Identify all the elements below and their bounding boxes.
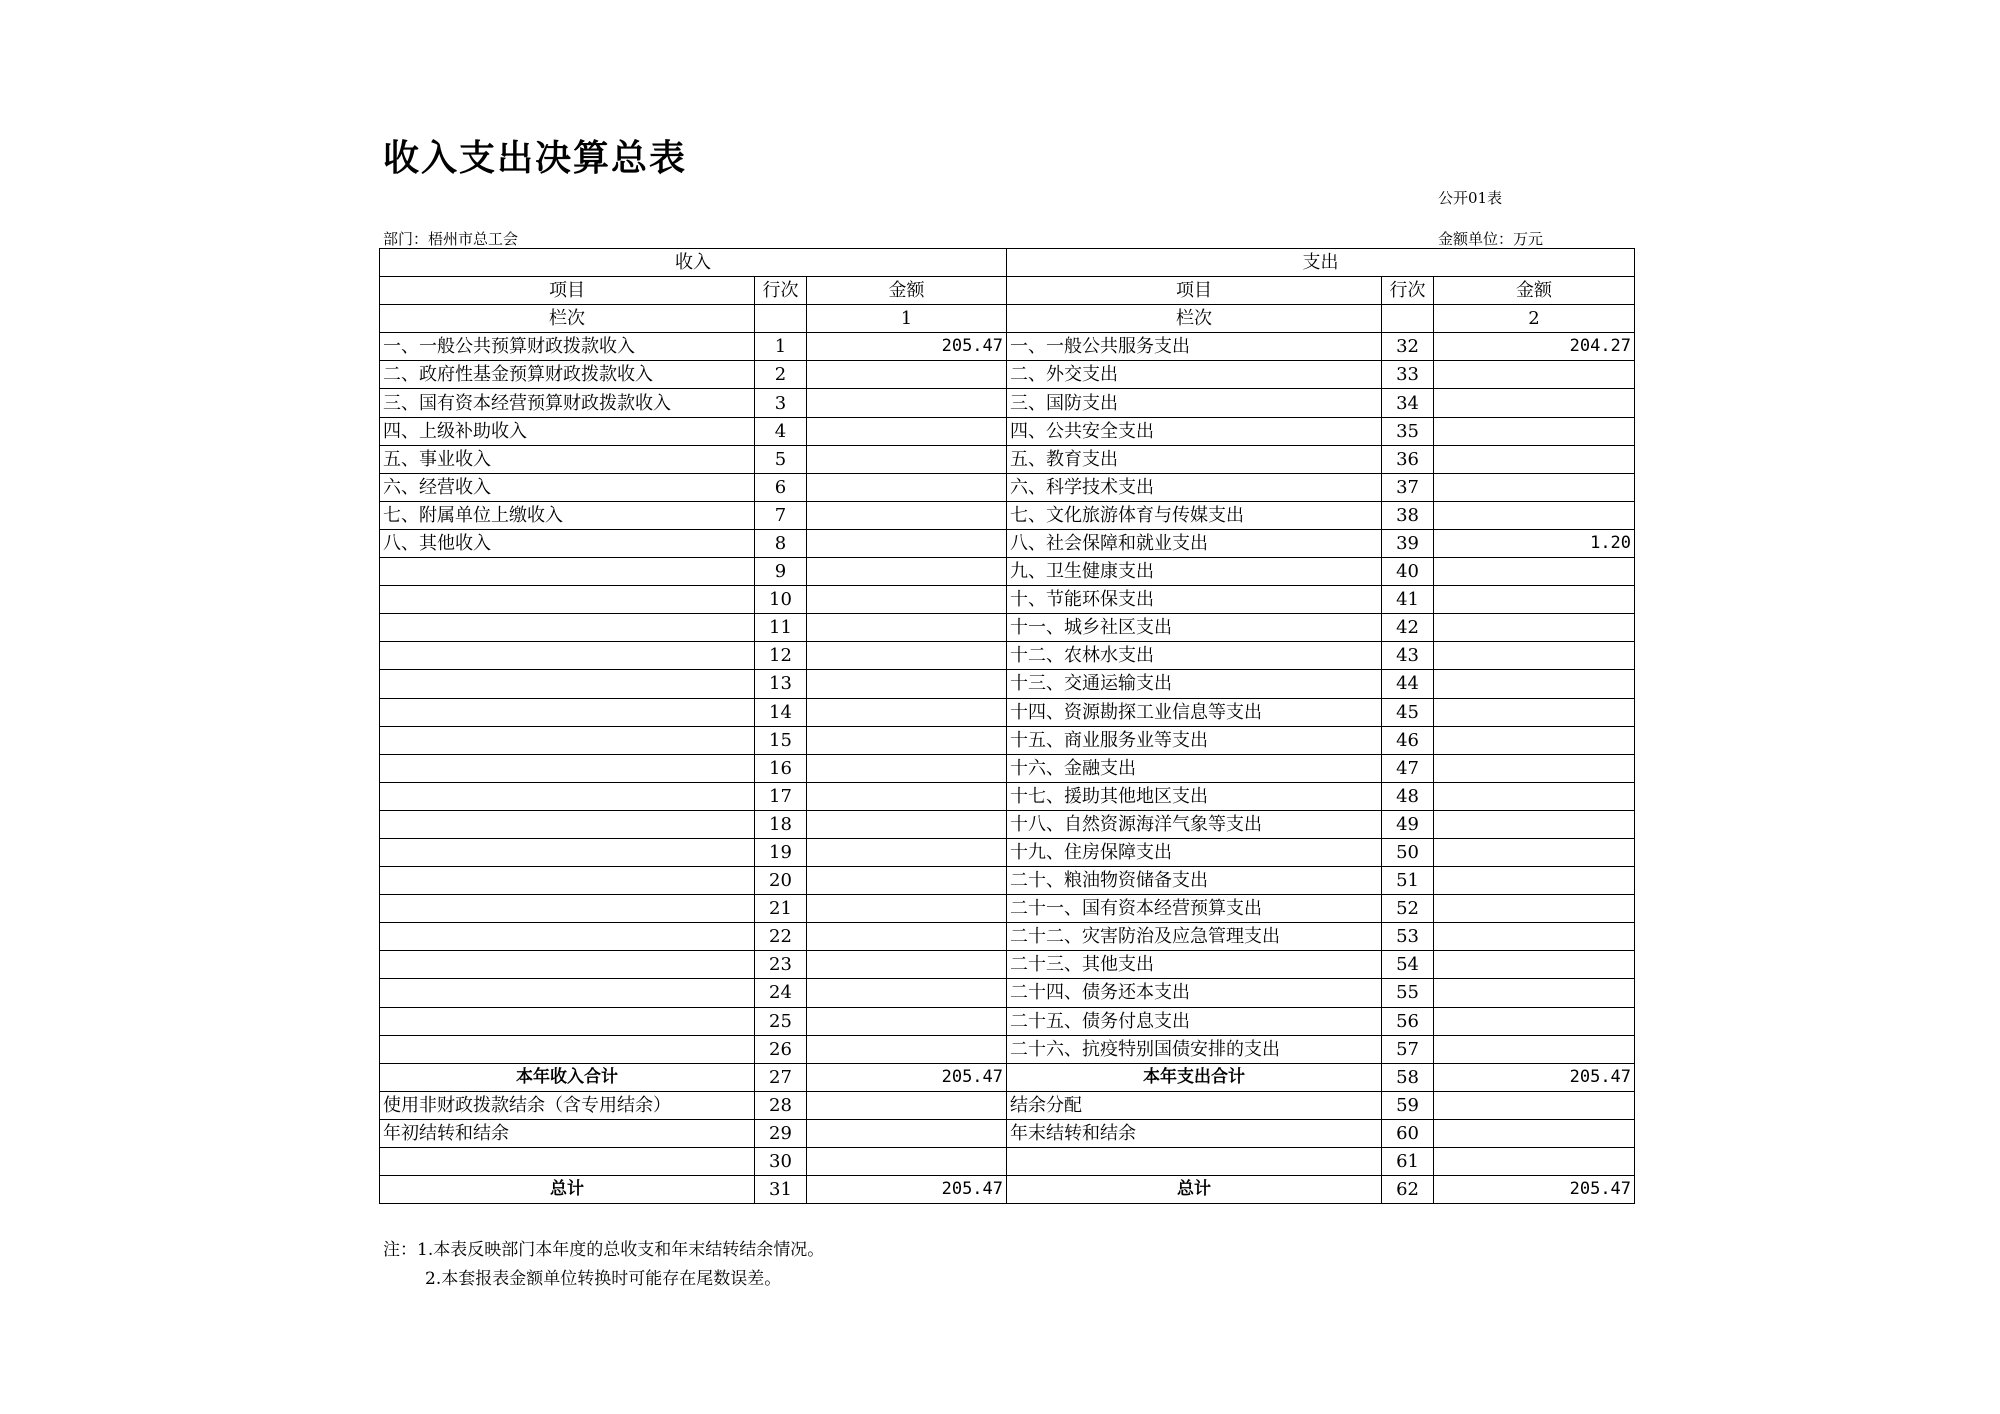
department-label: 部门：梧州市总工会 (383, 230, 519, 248)
income-row-no-cell: 1 (755, 333, 807, 361)
table-row (380, 754, 1635, 782)
income-amount-cell (807, 558, 1007, 586)
expense-item-cell: 总计 (1007, 1176, 1382, 1204)
expense-row-no-cell: 41 (1382, 586, 1434, 614)
table-row (380, 558, 1635, 586)
income-row-no-cell: 16 (755, 754, 807, 782)
column-index-row (380, 305, 1635, 333)
income-item-cell: 本年收入合计 (380, 1063, 755, 1091)
income-item-cell (380, 1035, 755, 1063)
income-amount-cell (807, 979, 1007, 1007)
income-row-no-cell: 4 (755, 417, 807, 445)
income-item-cell: 八、其他收入 (380, 529, 755, 557)
income-amount-cell (807, 1119, 1007, 1147)
income-row-no-cell: 15 (755, 726, 807, 754)
expense-amount-cell: 205.47 (1434, 1176, 1635, 1204)
expense-amount-cell (1434, 1148, 1635, 1176)
expense-amount-cell (1434, 754, 1635, 782)
expense-row-no-cell: 43 (1382, 642, 1434, 670)
income-row-no-cell: 10 (755, 586, 807, 614)
income-amount-cell (807, 1148, 1007, 1176)
income-row-no-cell: 17 (755, 782, 807, 810)
income-item-cell (380, 895, 755, 923)
income-item-cell (380, 1007, 755, 1035)
expense-row-no-cell: 36 (1382, 445, 1434, 473)
expense-column-index-label: 栏次 (1007, 305, 1382, 333)
income-row-no-cell: 22 (755, 923, 807, 951)
table-row (380, 614, 1635, 642)
table-row (380, 838, 1635, 866)
income-amount-cell (807, 838, 1007, 866)
table-row (380, 895, 1635, 923)
income-row-no-cell: 13 (755, 670, 807, 698)
table-row (380, 726, 1635, 754)
income-section-header: 收入 (380, 249, 1007, 277)
expense-row-no-cell: 55 (1382, 979, 1434, 1007)
table-row (380, 1091, 1635, 1119)
expense-item-cell: 本年支出合计 (1007, 1063, 1382, 1091)
income-item-cell (380, 698, 755, 726)
expense-item-cell: 十七、援助其他地区支出 (1007, 782, 1382, 810)
income-row-no-cell: 6 (755, 473, 807, 501)
income-item-cell (380, 670, 755, 698)
expense-amount-cell (1434, 614, 1635, 642)
page-title: 收入支出决算总表 (382, 138, 687, 179)
expense-amount-cell (1434, 698, 1635, 726)
expense-row-no-cell: 53 (1382, 923, 1434, 951)
expense-amount-cell (1434, 389, 1635, 417)
income-row-no-cell: 8 (755, 529, 807, 557)
income-amount-cell (807, 1035, 1007, 1063)
income-amount-cell (807, 586, 1007, 614)
expense-section-header: 支出 (1007, 249, 1635, 277)
expense-row-no-header: 行次 (1382, 277, 1434, 305)
table-row (380, 642, 1635, 670)
table-row (380, 979, 1635, 1007)
expense-item-cell: 六、科学技术支出 (1007, 473, 1382, 501)
table-row (380, 389, 1635, 417)
income-amount-cell (807, 867, 1007, 895)
income-amount-cell (807, 754, 1007, 782)
income-item-header: 项目 (380, 277, 755, 305)
expense-amount-cell (1434, 417, 1635, 445)
expense-amount-cell (1434, 979, 1635, 1007)
expense-amount-cell (1434, 473, 1635, 501)
expense-item-cell: 二、外交支出 (1007, 361, 1382, 389)
income-item-cell (380, 923, 755, 951)
income-amount-cell: 205.47 (807, 1063, 1007, 1091)
income-item-cell (380, 586, 755, 614)
expense-amount-cell (1434, 558, 1635, 586)
income-item-cell (380, 642, 755, 670)
expense-amount-cell (1434, 810, 1635, 838)
expense-amount-cell (1434, 1035, 1635, 1063)
income-row-no-cell: 24 (755, 979, 807, 1007)
income-item-cell (380, 782, 755, 810)
income-item-cell: 四、上级补助收入 (380, 417, 755, 445)
expense-item-cell: 七、文化旅游体育与传媒支出 (1007, 501, 1382, 529)
expense-item-cell: 二十、粮油物资储备支出 (1007, 867, 1382, 895)
expense-row-no-cell: 46 (1382, 726, 1434, 754)
income-amount-cell (807, 951, 1007, 979)
income-row-no-cell: 7 (755, 501, 807, 529)
income-row-no-cell: 21 (755, 895, 807, 923)
expense-item-cell: 十一、城乡社区支出 (1007, 614, 1382, 642)
expense-item-cell: 十六、金融支出 (1007, 754, 1382, 782)
table-row (380, 810, 1635, 838)
expense-row-no-cell: 60 (1382, 1119, 1434, 1147)
note-line: 注：1.本表反映部门本年度的总收支和年末结转结余情况。 (383, 1240, 825, 1260)
expense-row-no-cell: 54 (1382, 951, 1434, 979)
income-row-no-header: 行次 (755, 277, 807, 305)
expense-amount-cell: 1.20 (1434, 529, 1635, 557)
table-row (380, 333, 1635, 361)
expense-amount-cell (1434, 923, 1635, 951)
income-item-cell: 五、事业收入 (380, 445, 755, 473)
income-item-cell: 使用非财政拨款结余（含专用结余） (380, 1091, 755, 1119)
expense-item-cell: 十九、住房保障支出 (1007, 838, 1382, 866)
table-row (380, 698, 1635, 726)
expense-row-no-cell: 58 (1382, 1063, 1434, 1091)
income-row-no-cell: 23 (755, 951, 807, 979)
expense-item-cell: 年末结转和结余 (1007, 1119, 1382, 1147)
income-row-no-cell: 30 (755, 1148, 807, 1176)
income-item-cell (380, 614, 755, 642)
table-row (380, 529, 1635, 557)
expense-item-cell: 八、社会保障和就业支出 (1007, 529, 1382, 557)
income-item-cell: 一、一般公共预算财政拨款收入 (380, 333, 755, 361)
expense-amount-cell (1434, 867, 1635, 895)
expense-row-no-cell: 35 (1382, 417, 1434, 445)
expense-amount-header: 金额 (1434, 277, 1635, 305)
expense-row-no-cell: 49 (1382, 810, 1434, 838)
income-row-no-cell: 26 (755, 1035, 807, 1063)
income-item-cell (380, 558, 755, 586)
income-amount-cell: 205.47 (807, 333, 1007, 361)
expense-amount-cell (1434, 838, 1635, 866)
expense-column-index: 2 (1434, 305, 1635, 333)
expense-row-no-cell: 50 (1382, 838, 1434, 866)
expense-item-cell: 二十二、灾害防治及应急管理支出 (1007, 923, 1382, 951)
table-row (380, 361, 1635, 389)
income-item-cell: 三、国有资本经营预算财政拨款收入 (380, 389, 755, 417)
income-amount-cell (807, 642, 1007, 670)
table-row (380, 417, 1635, 445)
expense-row-no-cell: 32 (1382, 333, 1434, 361)
income-amount-cell (807, 810, 1007, 838)
income-item-cell: 六、经营收入 (380, 473, 755, 501)
income-amount-cell: 205.47 (807, 1176, 1007, 1204)
expense-item-cell: 二十三、其他支出 (1007, 951, 1382, 979)
income-amount-cell (807, 501, 1007, 529)
expense-row-no-cell: 45 (1382, 698, 1434, 726)
income-row-no-cell: 5 (755, 445, 807, 473)
table-row (380, 1148, 1635, 1176)
expense-item-cell: 十五、商业服务业等支出 (1007, 726, 1382, 754)
income-row-no-cell: 18 (755, 810, 807, 838)
section-header-row (380, 249, 1635, 277)
income-item-cell (380, 754, 755, 782)
table-row (380, 501, 1635, 529)
table-row (380, 1007, 1635, 1035)
expense-column-index-blank (1382, 305, 1434, 333)
expense-item-cell: 二十一、国有资本经营预算支出 (1007, 895, 1382, 923)
table-row (380, 445, 1635, 473)
expense-amount-cell (1434, 445, 1635, 473)
notes (383, 1236, 824, 1294)
expense-amount-cell (1434, 642, 1635, 670)
income-row-no-cell: 25 (755, 1007, 807, 1035)
expense-item-cell: 一、一般公共服务支出 (1007, 333, 1382, 361)
income-item-cell (380, 838, 755, 866)
expense-amount-cell (1434, 895, 1635, 923)
expense-item-header: 项目 (1007, 277, 1382, 305)
income-amount-cell (807, 529, 1007, 557)
expense-row-no-cell: 40 (1382, 558, 1434, 586)
income-item-cell: 年初结转和结余 (380, 1119, 755, 1147)
income-item-cell (380, 726, 755, 754)
income-row-no-cell: 27 (755, 1063, 807, 1091)
expense-item-cell: 五、教育支出 (1007, 445, 1382, 473)
expense-row-no-cell: 59 (1382, 1091, 1434, 1119)
expense-amount-cell (1434, 670, 1635, 698)
budget-table (379, 248, 1635, 1204)
expense-item-cell: 二十五、债务付息支出 (1007, 1007, 1382, 1035)
expense-row-no-cell: 52 (1382, 895, 1434, 923)
income-item-cell: 七、附属单位上缴收入 (380, 501, 755, 529)
expense-item-cell: 十四、资源勘探工业信息等支出 (1007, 698, 1382, 726)
income-amount-cell (807, 1007, 1007, 1035)
income-row-no-cell: 2 (755, 361, 807, 389)
table-row (380, 1119, 1635, 1147)
note-line: 2.本套报表金额单位转换时可能存在尾数误差。 (425, 1269, 782, 1289)
table-row (380, 670, 1635, 698)
income-amount-cell (807, 923, 1007, 951)
expense-row-no-cell: 37 (1382, 473, 1434, 501)
expense-amount-cell (1434, 501, 1635, 529)
income-amount-header: 金额 (807, 277, 1007, 305)
expense-item-cell: 十二、农林水支出 (1007, 642, 1382, 670)
expense-item-cell: 十三、交通运输支出 (1007, 670, 1382, 698)
income-column-index-label: 栏次 (380, 305, 755, 333)
expense-row-no-cell: 48 (1382, 782, 1434, 810)
income-item-cell: 总计 (380, 1176, 755, 1204)
expense-row-no-cell: 44 (1382, 670, 1434, 698)
table-row (380, 586, 1635, 614)
expense-amount-cell (1434, 1007, 1635, 1035)
expense-amount-cell: 205.47 (1434, 1063, 1635, 1091)
expense-amount-cell (1434, 951, 1635, 979)
expense-item-cell (1007, 1148, 1382, 1176)
income-row-no-cell: 11 (755, 614, 807, 642)
expense-amount-cell (1434, 726, 1635, 754)
income-row-no-cell: 19 (755, 838, 807, 866)
expense-item-cell: 二十六、抗疫特别国债安排的支出 (1007, 1035, 1382, 1063)
income-item-cell (380, 810, 755, 838)
income-row-no-cell: 20 (755, 867, 807, 895)
expense-item-cell: 结余分配 (1007, 1091, 1382, 1119)
expense-row-no-cell: 34 (1382, 389, 1434, 417)
table-row (380, 1176, 1635, 1204)
expense-row-no-cell: 47 (1382, 754, 1434, 782)
expense-row-no-cell: 56 (1382, 1007, 1434, 1035)
income-row-no-cell: 28 (755, 1091, 807, 1119)
table-row (380, 867, 1635, 895)
expense-amount-cell (1434, 1091, 1635, 1119)
expense-row-no-cell: 38 (1382, 501, 1434, 529)
income-column-index: 1 (807, 305, 1007, 333)
form-number: 公开01表 (1438, 189, 1503, 207)
expense-row-no-cell: 39 (1382, 529, 1434, 557)
income-amount-cell (807, 698, 1007, 726)
income-row-no-cell: 31 (755, 1176, 807, 1204)
income-row-no-cell: 12 (755, 642, 807, 670)
expense-item-cell: 十、节能环保支出 (1007, 586, 1382, 614)
table-row (380, 923, 1635, 951)
unit-label: 金额单位：万元 (1438, 230, 1544, 248)
income-amount-cell (807, 1091, 1007, 1119)
expense-row-no-cell: 33 (1382, 361, 1434, 389)
income-row-no-cell: 3 (755, 389, 807, 417)
expense-row-no-cell: 62 (1382, 1176, 1434, 1204)
expense-row-no-cell: 51 (1382, 867, 1434, 895)
expense-item-cell: 四、公共安全支出 (1007, 417, 1382, 445)
expense-amount-cell (1434, 1119, 1635, 1147)
expense-amount-cell: 204.27 (1434, 333, 1635, 361)
income-row-no-cell: 14 (755, 698, 807, 726)
income-item-cell: 二、政府性基金预算财政拨款收入 (380, 361, 755, 389)
table-row (380, 1035, 1635, 1063)
income-amount-cell (807, 726, 1007, 754)
income-item-cell (380, 867, 755, 895)
income-column-index-blank (755, 305, 807, 333)
income-amount-cell (807, 473, 1007, 501)
income-amount-cell (807, 417, 1007, 445)
expense-amount-cell (1434, 782, 1635, 810)
income-amount-cell (807, 361, 1007, 389)
income-amount-cell (807, 670, 1007, 698)
expense-item-cell: 九、卫生健康支出 (1007, 558, 1382, 586)
table-row (380, 782, 1635, 810)
expense-row-no-cell: 57 (1382, 1035, 1434, 1063)
income-amount-cell (807, 895, 1007, 923)
income-row-no-cell: 29 (755, 1119, 807, 1147)
table-row (380, 951, 1635, 979)
expense-amount-cell (1434, 361, 1635, 389)
expense-item-cell: 十八、自然资源海洋气象等支出 (1007, 810, 1382, 838)
income-amount-cell (807, 614, 1007, 642)
expense-row-no-cell: 61 (1382, 1148, 1434, 1176)
income-item-cell (380, 951, 755, 979)
income-row-no-cell: 9 (755, 558, 807, 586)
income-item-cell (380, 1148, 755, 1176)
table-row (380, 1063, 1635, 1091)
column-header-row (380, 277, 1635, 305)
income-amount-cell (807, 445, 1007, 473)
expense-item-cell: 二十四、债务还本支出 (1007, 979, 1382, 1007)
table-row (380, 473, 1635, 501)
expense-row-no-cell: 42 (1382, 614, 1434, 642)
expense-item-cell: 三、国防支出 (1007, 389, 1382, 417)
income-item-cell (380, 979, 755, 1007)
income-amount-cell (807, 782, 1007, 810)
income-amount-cell (807, 389, 1007, 417)
expense-amount-cell (1434, 586, 1635, 614)
